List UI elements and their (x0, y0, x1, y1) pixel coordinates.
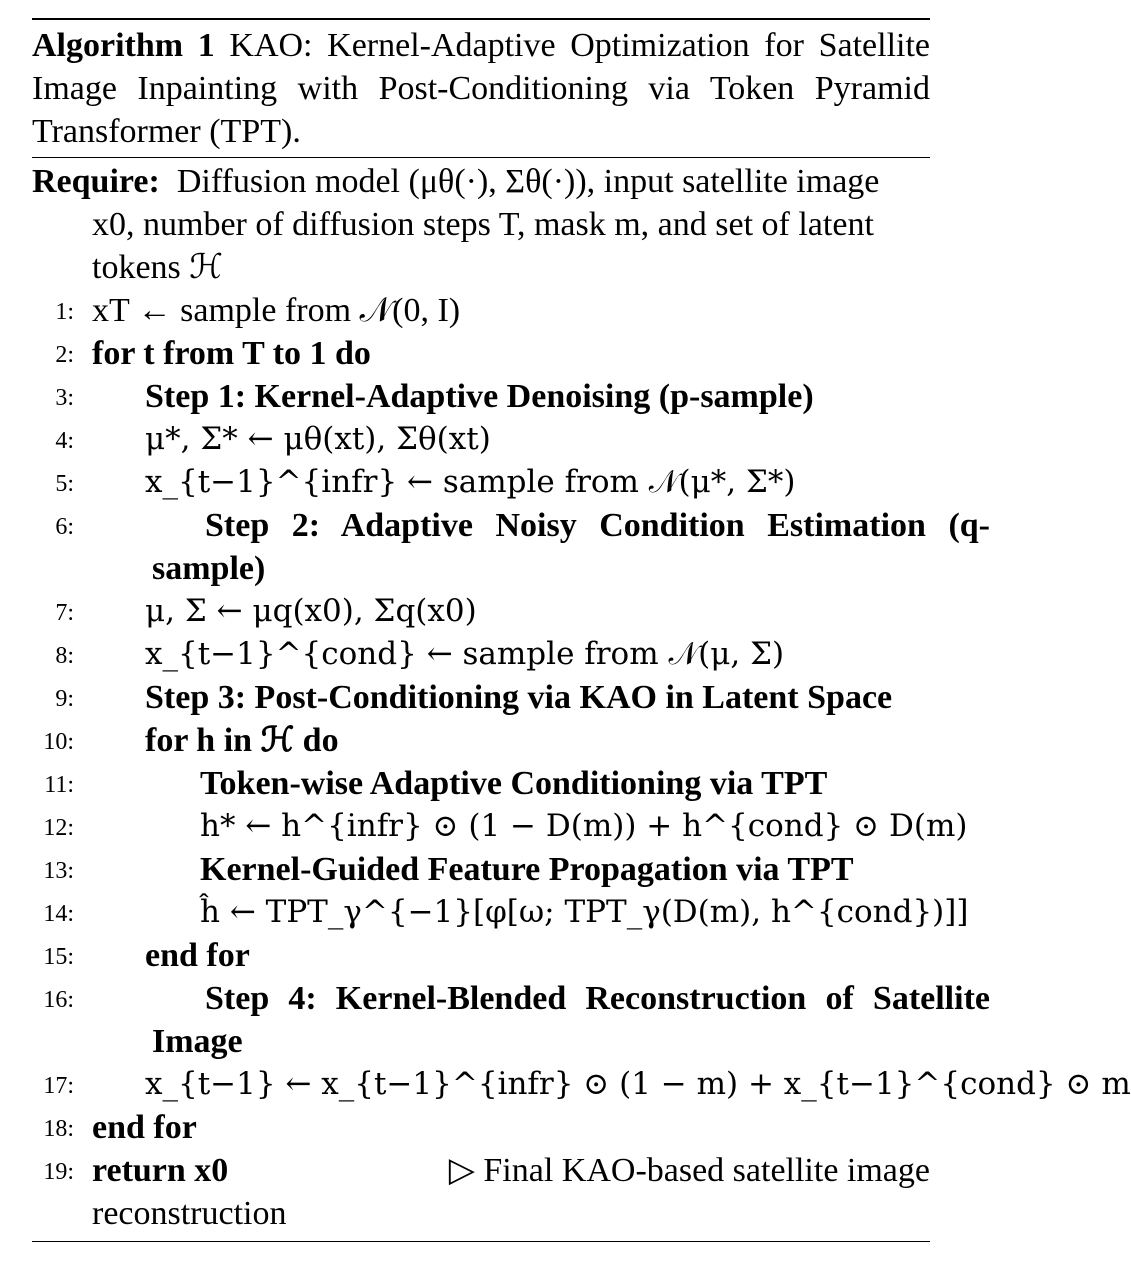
algo-line-19 (32, 1149, 930, 1192)
line-text: xT ← sample from 𝒩(0, I) (92, 292, 461, 329)
line-number: 15: (43, 944, 74, 970)
algo-line-14 (32, 891, 969, 934)
line-text: Step 2: Adaptive Noisy Condition Estimation (q-sample) (152, 507, 990, 587)
line-comment (449, 1149, 930, 1192)
line-text: for t from T to 1 do (92, 335, 371, 372)
algo-line-3 (32, 375, 930, 418)
comment-triangle-icon: ▷ (448, 1152, 475, 1189)
line-text: for h in ℋ do (145, 722, 339, 759)
line-text: ĥ ← TPT_γ^{−1}[φ[ω; TPT_γ(D(m), h^{cond})]] (200, 894, 969, 930)
line-number: 9: (55, 686, 74, 712)
algo-line-15 (32, 934, 930, 977)
algo-line-2 (32, 332, 930, 375)
line-text: x_{t−1}^{cond} ← sample from 𝒩(μ, Σ) (145, 636, 785, 672)
bottom-rule (32, 1241, 930, 1242)
line-number: 14: (43, 901, 74, 927)
line-number: 3: (55, 385, 74, 411)
line-text: μ, Σ ← μq(x0), Σq(x0) (145, 593, 477, 629)
line-number: 7: (55, 600, 74, 626)
comment-text-b: reconstruction (92, 1195, 287, 1232)
line-number: 5: (55, 471, 74, 497)
line-number: 1: (55, 299, 74, 325)
algorithm-label: Algorithm 1 (32, 27, 215, 64)
line-text: x_{t−1} ← x_{t−1}^{infr} ⊙ (1 − m) + x_{t−1}^{cond} ⊙ m (145, 1066, 1131, 1102)
algo-line-9 (32, 676, 930, 719)
comment-text-a: Final KAO-based satellite image (483, 1152, 930, 1189)
line-text: μ*, Σ* ← μθ(xt), Σθ(xt) (145, 421, 491, 457)
line-number: 13: (43, 858, 74, 884)
line-text: Kernel-Guided Feature Propagation via TPT (200, 851, 854, 888)
line-number: 18: (43, 1116, 74, 1142)
line-number: 2: (55, 342, 74, 368)
line-number: 11: (44, 772, 74, 798)
line-text: x_{t−1}^{infr} ← sample from 𝒩(μ*, Σ*) (145, 464, 796, 500)
algo-line-6 (32, 504, 990, 590)
line-text: Step 1: Kernel-Adaptive Denoising (p-sample) (145, 378, 814, 415)
line-text: end for (92, 1109, 197, 1146)
algo-line-1 (32, 289, 930, 332)
algorithm-block (32, 18, 1131, 1242)
line-text: Step 4: Kernel-Blended Reconstruction of Satellite Image (152, 980, 990, 1060)
line-text: h* ← h^{infr} ⊙ (1 − D(m)) + h^{cond} ⊙ D(m) (200, 808, 968, 844)
algo-line-10 (32, 719, 930, 762)
algo-line-12 (32, 805, 968, 848)
line-text: Step 3: Post-Conditioning via KAO in Latent Space (145, 679, 893, 716)
algo-line-18 (32, 1106, 930, 1149)
line-number: 16: (43, 987, 74, 1013)
require-text-a: Diffusion model (μθ(·), Σθ(·)), input satellite image (176, 163, 880, 200)
algorithm-title: KAO: Kernel-Adaptive Optimization for Satellite Image Inpainting with Post-Conditioning via Token Pyramid Transformer (TPT). (32, 27, 930, 150)
algo-line-19-cont (32, 1192, 930, 1235)
algo-line-5 (32, 461, 930, 504)
line-text: Token-wise Adaptive Conditioning via TPT (200, 765, 828, 802)
require-text-b: x0, number of diffusion steps T, mask m, and set of latent (92, 206, 874, 243)
algo-line-4 (32, 418, 930, 461)
line-number: 10: (43, 729, 74, 755)
line-number: 19: (43, 1159, 74, 1185)
algo-line-11 (32, 762, 930, 805)
line-text: return x0 (92, 1152, 229, 1189)
require-text-c: tokens ℋ (92, 249, 223, 286)
algo-line-13 (32, 848, 930, 891)
algo-line-7 (32, 590, 930, 633)
algo-line-8 (32, 633, 930, 676)
algo-line-16 (32, 977, 990, 1063)
algorithm-caption (32, 20, 930, 157)
algo-line-17 (32, 1063, 1131, 1106)
line-number: 6: (55, 514, 74, 540)
line-number: 12: (43, 815, 74, 841)
require-label: Require: (32, 163, 160, 200)
line-number: 4: (55, 428, 74, 454)
line-text: end for (145, 937, 250, 974)
require-block (32, 158, 930, 289)
line-number: 8: (55, 643, 74, 669)
line-number: 17: (43, 1073, 74, 1099)
